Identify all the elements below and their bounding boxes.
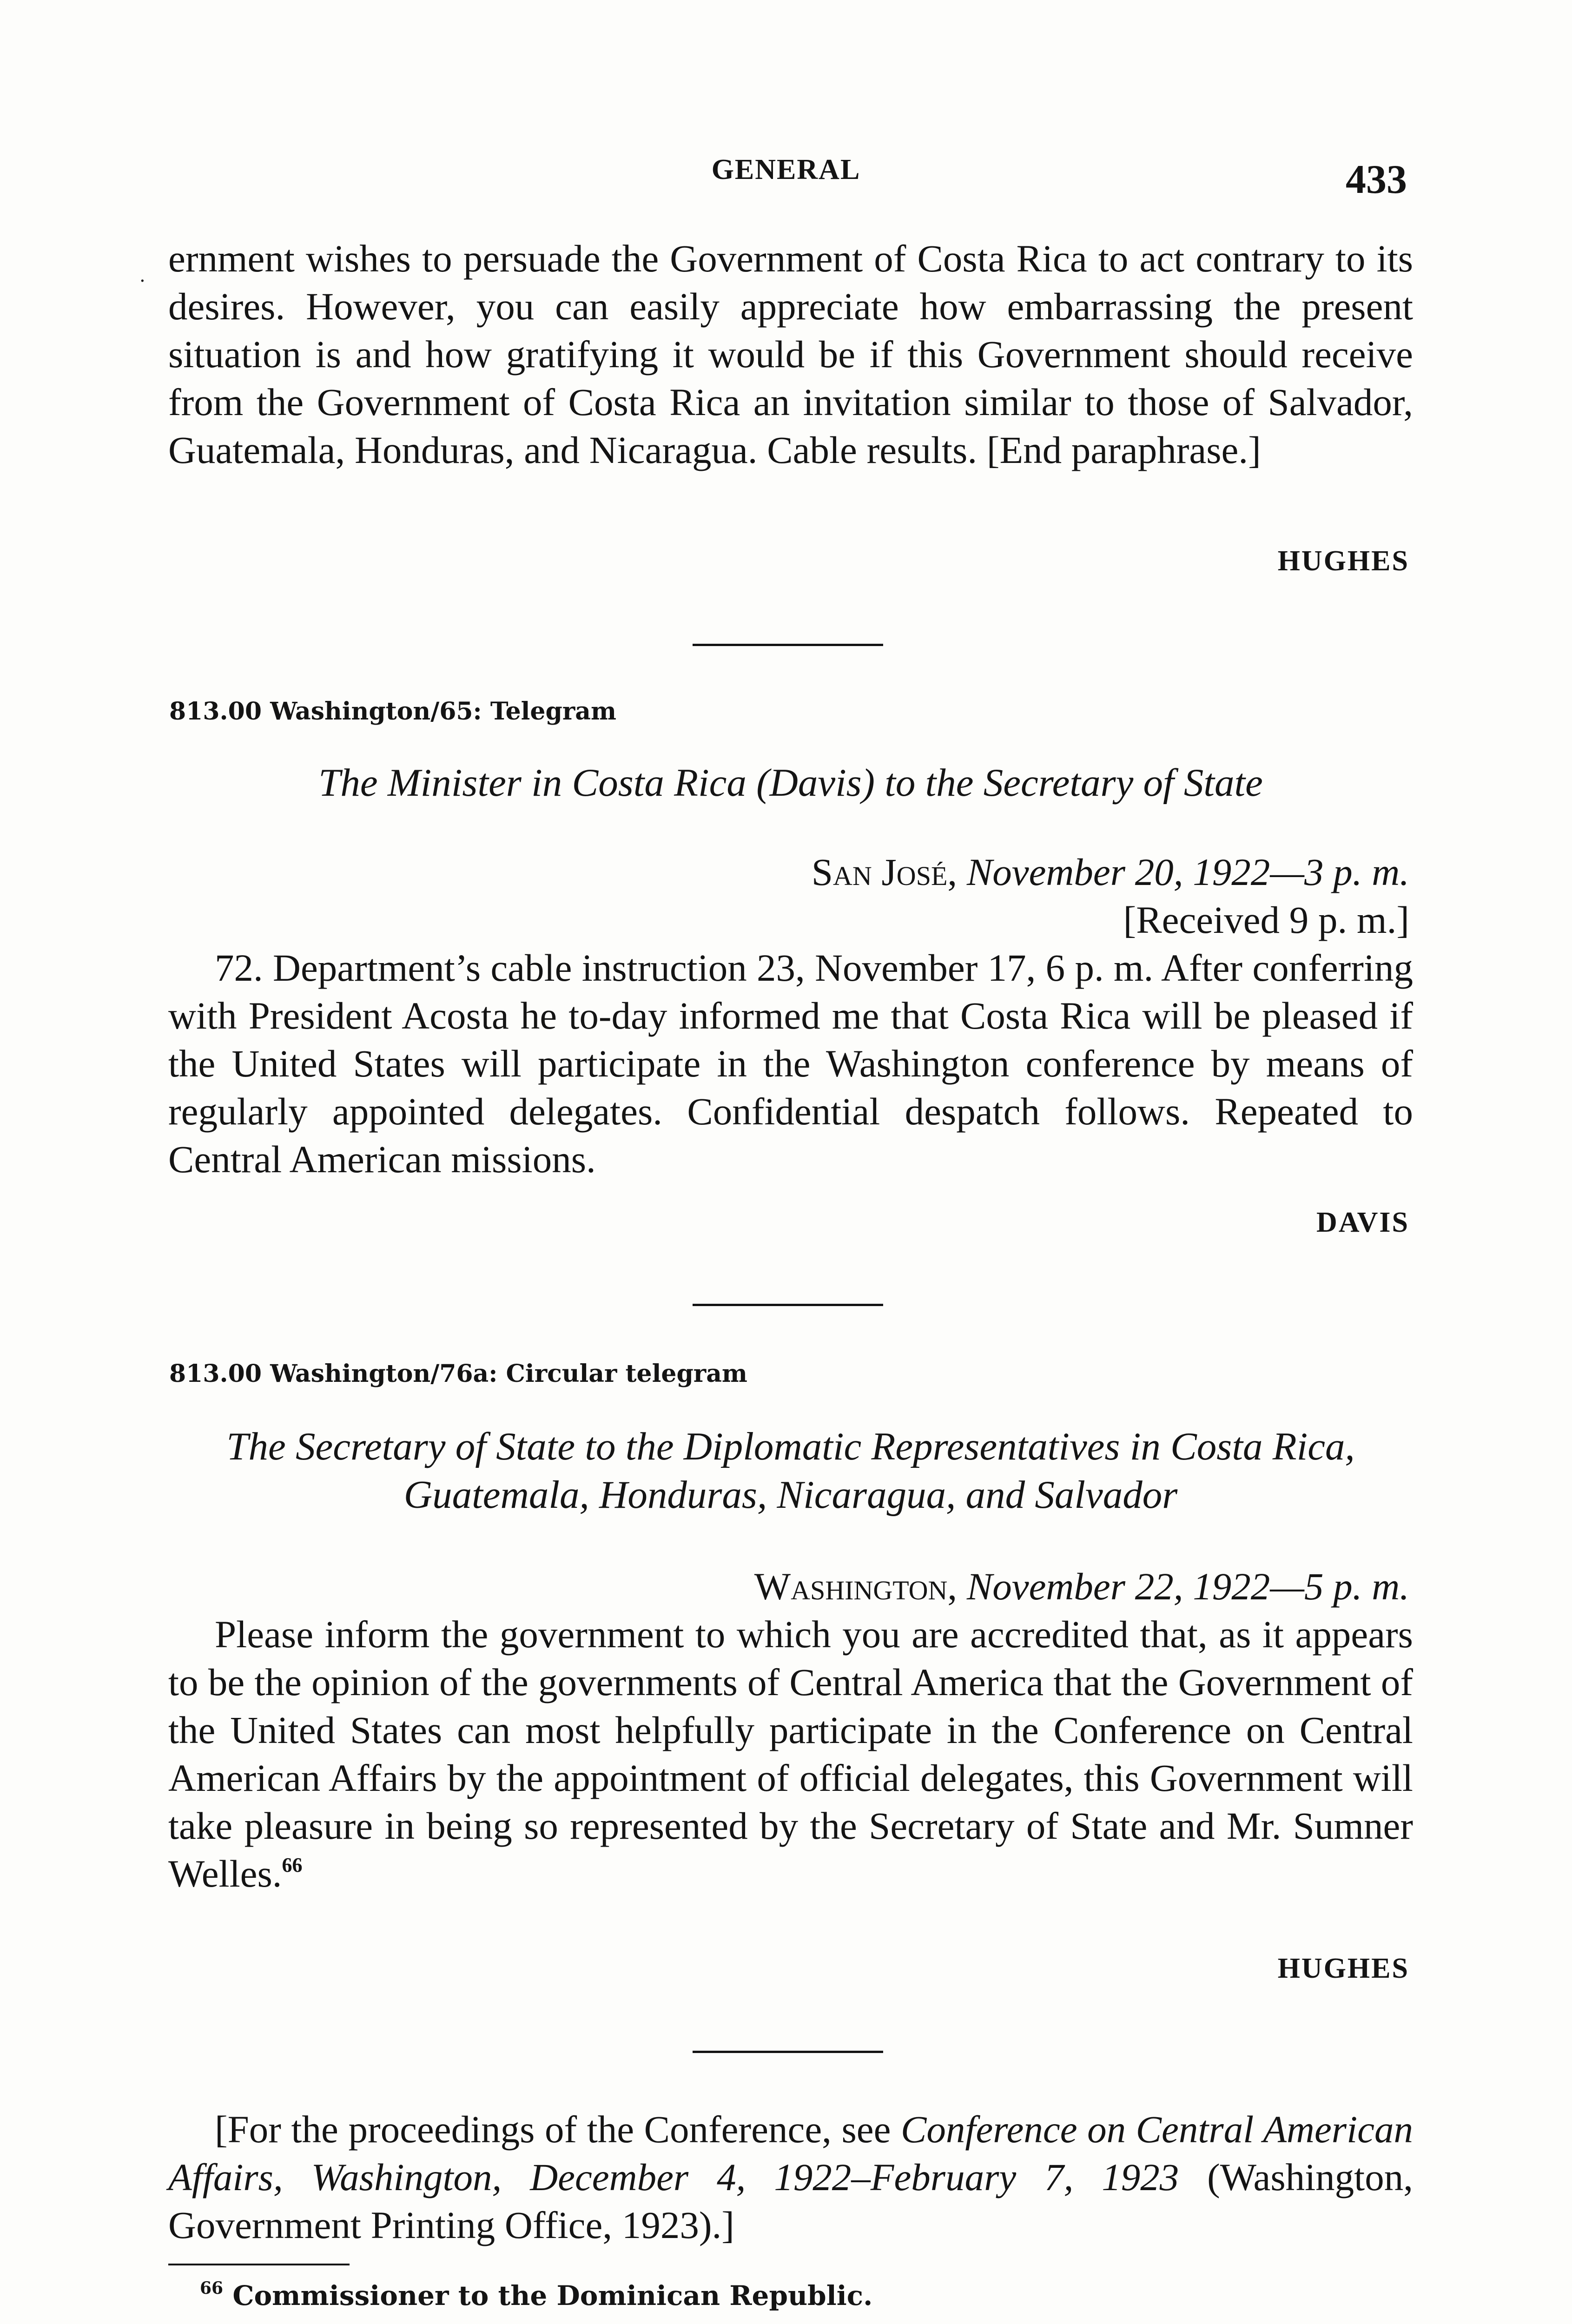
- section-divider-2: [693, 1304, 883, 1306]
- editorial-note-lead: [For the proceedings of the Conference, see: [215, 2108, 901, 2151]
- doc3-paragraph: [168, 1611, 1413, 1898]
- editorial-note-tail: (Washington, Government Printing Office, 1923).]: [168, 2156, 1413, 2246]
- footnote-rule: [168, 2264, 350, 2265]
- doc2-dateline-place: San José,: [811, 851, 958, 893]
- margin-mark: .: [139, 265, 145, 286]
- doc2-paragraph: 72. Department’s cable instruction 23, November 17, 6 p. m. After conferring with President Acosta he to-day informed me that Costa Rica will be pleased if the United States will participate in the Washington conference by means of regularly appointed delegates. Confidential despatch follows. Repeated to Central American missions.: [168, 946, 1413, 1181]
- doc3-heading: The Secretary of State to the Diplomatic Representatives in Costa Rica, Guatemala, Honduras, Nicaragua, and Salvador: [226, 1425, 1355, 1517]
- doc2-file-reference: 813.00 Washington/65: Telegram: [169, 697, 616, 726]
- section-divider-1: [693, 644, 883, 646]
- footnote-reference-66[interactable]: 66: [282, 1854, 303, 1876]
- section-divider-3: [693, 2051, 883, 2053]
- doc3-dateline-date: November 22, 1922—5 p. m.: [966, 1565, 1409, 1608]
- doc3-dateline: [754, 1563, 1409, 1611]
- footnote-mark: 66: [200, 2278, 224, 2298]
- doc2-dateline: [812, 848, 1409, 896]
- doc3-paragraph-text: Please inform the government to which you are accredited that, as it appears to be the opinion of the governments of Central America that the Government of the United States can most helpfully participate in the Conference on Central American Affairs by the appointment of official delegates, this Government will take pleasure in being so represented by the Secretary of State and Mr. Sumner Welles.: [168, 1613, 1413, 1895]
- doc2-received: [Received 9 p. m.]: [1123, 898, 1409, 941]
- doc3-dateline-place: Washington,: [754, 1565, 958, 1608]
- doc2-heading: The Minister in Costa Rica (Davis) to the Secretary of State: [318, 761, 1263, 805]
- page-number: 433: [1346, 157, 1407, 202]
- doc2-dateline-date: November 20, 1922—3 p. m.: [966, 851, 1409, 893]
- doc1-paragraph: ernment wishes to persuade the Government of Costa Rica to act contrary to its desires. However, you can easily appreciate how embarrassing the present situation is and how gratifying it would be if this Government should receive from the Government of Costa Rica an invitation similar to those of Salvador, Guatemala, Honduras, and Nicaragua. Cable results. [End paraphrase.]: [168, 237, 1413, 471]
- doc1-signature: HUGHES: [1277, 545, 1409, 577]
- editorial-note: [168, 2106, 1413, 2249]
- footnote-text: Commissioner to the Dominican Republic.: [232, 2280, 873, 2311]
- footnote-66: [200, 2280, 872, 2311]
- editorial-note-title: Conference on Central American Affairs, Washington, December 4, 1922–February 7, 1923: [168, 2108, 1413, 2199]
- running-head: GENERAL: [711, 154, 861, 185]
- doc3-signature: HUGHES: [1277, 1953, 1409, 1984]
- doc2-signature: DAVIS: [1316, 1207, 1409, 1238]
- doc3-file-reference: 813.00 Washington/76a: Circular telegram: [169, 1360, 747, 1388]
